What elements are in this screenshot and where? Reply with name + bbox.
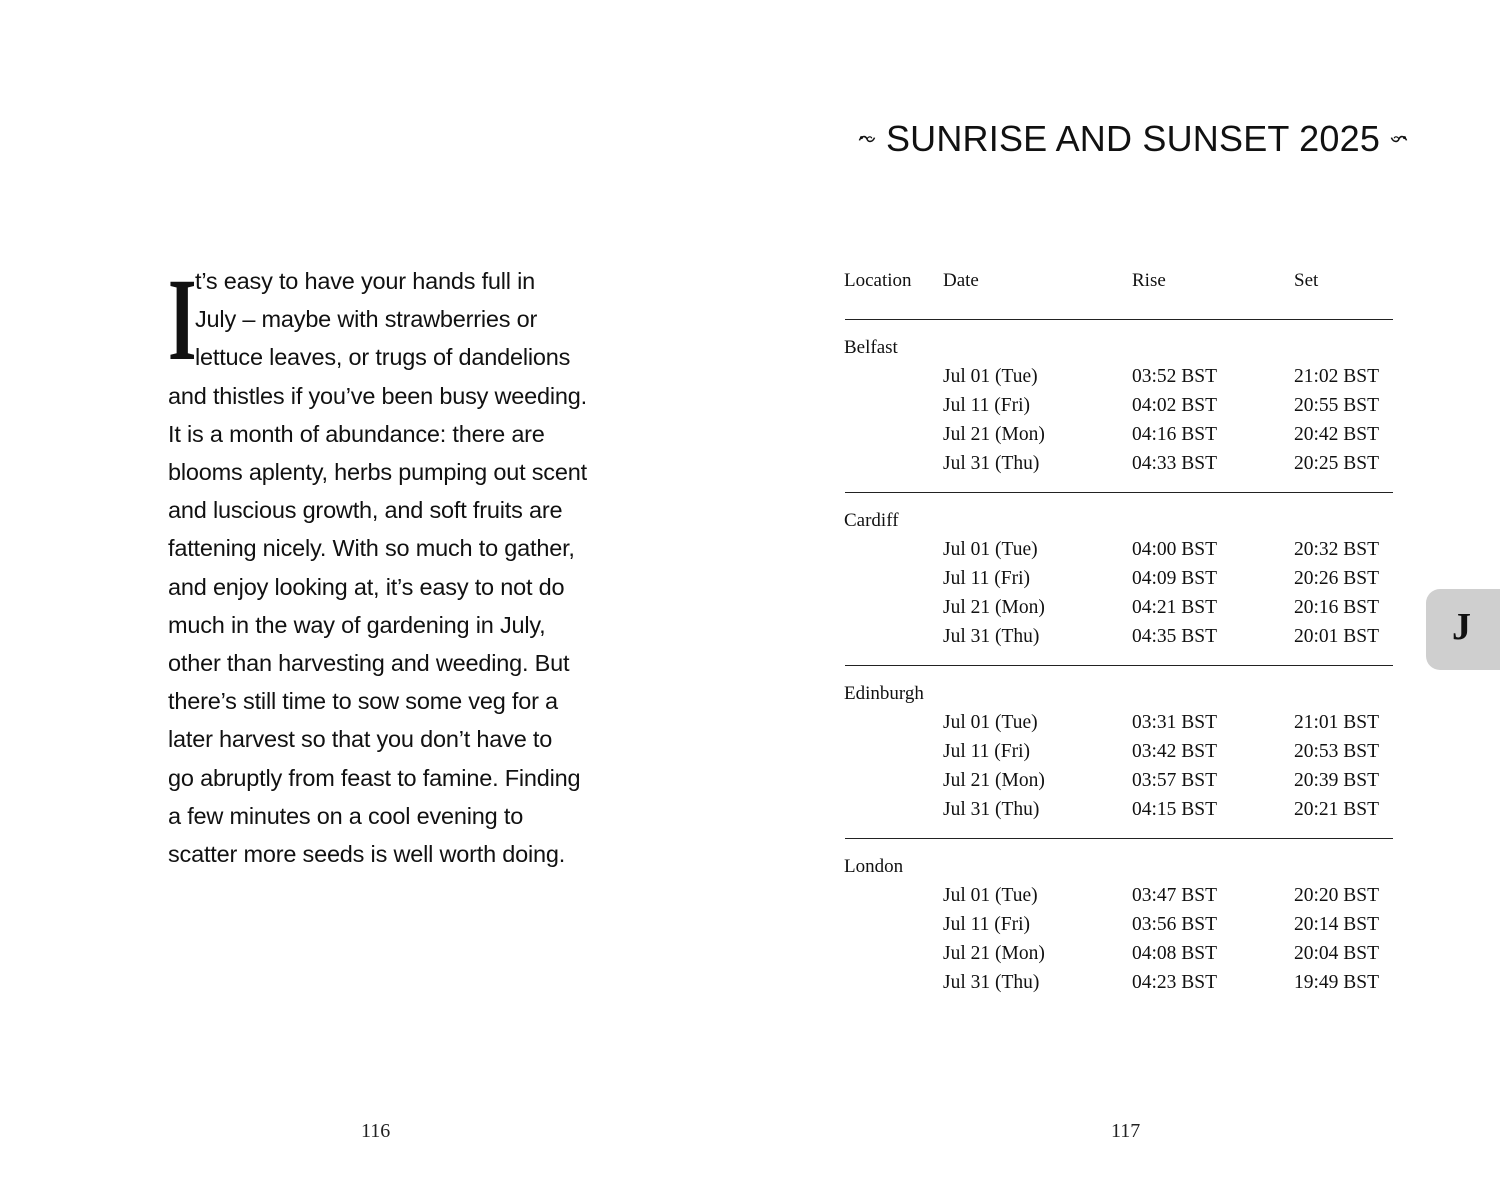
- date-cell: Jul 11 (Fri): [943, 914, 1031, 935]
- rise-cell: 04:35 BST: [1132, 626, 1218, 647]
- rise-cell: 04:08 BST: [1132, 943, 1218, 964]
- set-cell: 20:16 BST: [1294, 597, 1380, 618]
- header-set: Set: [1294, 270, 1319, 291]
- rise-cell: 04:15 BST: [1132, 799, 1218, 820]
- rise-cell: 04:02 BST: [1132, 395, 1218, 416]
- set-cell: 20:21 BST: [1294, 799, 1380, 820]
- set-cell: 20:14 BST: [1294, 914, 1380, 935]
- paragraph-line: and thistles if you’ve been busy weeding.: [168, 382, 587, 409]
- page-title: SUNRISE AND SUNSET 2025: [885, 118, 1381, 159]
- paragraph-line: and enjoy looking at, it’s easy to not do: [168, 573, 565, 600]
- paragraph-line: other than harvesting and weeding. But: [168, 650, 570, 677]
- table-row: [0, 770, 1500, 798]
- date-cell: Jul 31 (Thu): [943, 799, 1040, 820]
- header-location: Location: [844, 270, 912, 291]
- date-cell: Jul 21 (Mon): [943, 943, 1045, 964]
- date-cell: Jul 21 (Mon): [943, 770, 1045, 791]
- page-header: [858, 118, 1408, 160]
- paragraph-line: fattening nicely. With so much to gather,: [168, 535, 575, 562]
- paragraph-line: there’s still time to sow some veg for a: [168, 688, 558, 715]
- table-rule: [845, 319, 1393, 320]
- paragraph-line: go abruptly from feast to famine. Finding: [168, 764, 581, 791]
- date-cell: Jul 31 (Thu): [943, 626, 1040, 647]
- set-cell: 19:49 BST: [1294, 972, 1380, 993]
- date-cell: Jul 01 (Tue): [943, 539, 1038, 560]
- date-cell: Jul 31 (Thu): [943, 972, 1040, 993]
- table-row: [0, 972, 1500, 1000]
- rise-cell: 03:57 BST: [1132, 770, 1218, 791]
- paragraph-line: blooms aplenty, herbs pumping out scent: [168, 459, 587, 486]
- table-row: [0, 799, 1500, 827]
- table-row: [0, 453, 1500, 481]
- date-cell: Jul 21 (Mon): [943, 424, 1045, 445]
- paragraph-line: lettuce leaves, or trugs of dandelions: [195, 344, 571, 371]
- date-cell: Jul 01 (Tue): [943, 885, 1038, 906]
- set-cell: 20:32 BST: [1294, 539, 1380, 560]
- paragraph-line: It is a month of abundance: there are: [168, 420, 545, 447]
- table-row: [0, 424, 1500, 452]
- rise-cell: 04:09 BST: [1132, 568, 1218, 589]
- table-row: [0, 539, 1500, 567]
- set-cell: 20:01 BST: [1294, 626, 1380, 647]
- paragraph-line: much in the way of gardening in July,: [168, 611, 546, 638]
- paragraph-line: scatter more seeds is well worth doing.: [168, 841, 566, 868]
- set-cell: 21:02 BST: [1294, 366, 1380, 387]
- date-cell: Jul 11 (Fri): [943, 568, 1031, 589]
- table-row: [0, 943, 1500, 971]
- date-cell: Jul 11 (Fri): [943, 741, 1031, 762]
- page-number-left: 116: [361, 1120, 391, 1142]
- rise-cell: 03:31 BST: [1132, 712, 1218, 733]
- paragraph-line: July – maybe with strawberries or: [195, 306, 538, 333]
- location-label: London: [844, 856, 904, 877]
- ornament-flourish-icon: [858, 129, 876, 149]
- set-cell: 20:55 BST: [1294, 395, 1380, 416]
- date-cell: Jul 31 (Thu): [943, 453, 1040, 474]
- location-label: Edinburgh: [844, 683, 924, 704]
- table-row: [0, 885, 1500, 913]
- table-row: [0, 741, 1500, 769]
- ornament-flourish-icon: [1390, 129, 1408, 149]
- table-row: [0, 914, 1500, 942]
- rise-cell: 04:16 BST: [1132, 424, 1218, 445]
- rise-cell: 04:00 BST: [1132, 539, 1218, 560]
- location-label: Belfast: [844, 337, 898, 358]
- table-rule: [845, 492, 1393, 493]
- location-label: Cardiff: [844, 510, 899, 531]
- rise-cell: 03:52 BST: [1132, 366, 1218, 387]
- rise-cell: 03:47 BST: [1132, 885, 1218, 906]
- set-cell: 20:04 BST: [1294, 943, 1380, 964]
- drop-cap: I: [168, 254, 197, 385]
- set-cell: 20:53 BST: [1294, 741, 1380, 762]
- date-cell: Jul 01 (Tue): [943, 366, 1038, 387]
- set-cell: 20:26 BST: [1294, 568, 1380, 589]
- paragraph-line: and luscious growth, and soft fruits are: [168, 497, 563, 524]
- rise-cell: 04:21 BST: [1132, 597, 1218, 618]
- rise-cell: 04:23 BST: [1132, 972, 1218, 993]
- rise-cell: 03:42 BST: [1132, 741, 1218, 762]
- paragraph-line: t’s easy to have your hands full in: [195, 268, 536, 294]
- table-row: [0, 568, 1500, 596]
- date-cell: Jul 21 (Mon): [943, 597, 1045, 618]
- page-number-right: 117: [1111, 1120, 1141, 1142]
- set-cell: 20:20 BST: [1294, 885, 1380, 906]
- set-cell: 20:39 BST: [1294, 770, 1380, 791]
- set-cell: 20:42 BST: [1294, 424, 1380, 445]
- table-row: [0, 366, 1500, 394]
- date-cell: Jul 01 (Tue): [943, 712, 1038, 733]
- table-row: [0, 597, 1500, 625]
- set-cell: 20:25 BST: [1294, 453, 1380, 474]
- header-rise: Rise: [1132, 270, 1166, 291]
- table-row: [0, 395, 1500, 423]
- rise-cell: 03:56 BST: [1132, 914, 1218, 935]
- thumb-tab-letter: J: [1452, 606, 1471, 648]
- table-row: [0, 626, 1500, 654]
- table-rule: [845, 838, 1393, 839]
- table-row: [0, 712, 1500, 740]
- date-cell: Jul 11 (Fri): [943, 395, 1031, 416]
- header-date: Date: [943, 270, 979, 291]
- set-cell: 21:01 BST: [1294, 712, 1380, 733]
- thumb-tab: [1426, 589, 1500, 670]
- paragraph-line: later harvest so that you don’t have to: [168, 726, 553, 753]
- paragraph-line: a few minutes on a cool evening to: [168, 802, 524, 829]
- table-header: [0, 270, 1500, 296]
- table-rule: [845, 665, 1393, 666]
- rise-cell: 04:33 BST: [1132, 453, 1218, 474]
